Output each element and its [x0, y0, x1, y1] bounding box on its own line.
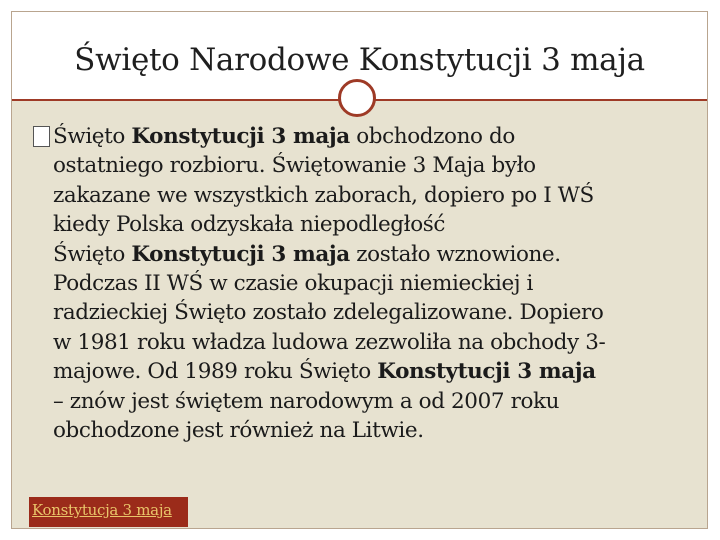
body-line: [53, 328, 713, 357]
body-line-text: kiedy Polska odzyskała niepodległość: [53, 212, 446, 238]
body-line-text: Święto: [53, 241, 132, 267]
body-line-text: radzieckiej Święto zostało zdelegalizowane. Dopiero: [53, 300, 604, 326]
body-line: [53, 210, 713, 239]
body-line-bold: Konstytucji 3 maja: [131, 124, 350, 149]
body-line-bold: Konstytucji 3 maja: [131, 241, 350, 267]
bullet-box-icon: [33, 126, 50, 147]
body-line-text: w 1981 roku władza ludowa zezwoliła na obchody 3-: [53, 329, 606, 355]
body-line-text: zakazane we wszystkich zaborach, dopiero po I WŚ: [53, 182, 594, 208]
body-line: [53, 416, 713, 445]
body-line: [53, 122, 713, 151]
body-line-text: ostatniego rozbioru. Świętowanie 3 Maja było: [53, 153, 536, 179]
body-line-text: majowe. Od 1989 roku Święto: [53, 359, 378, 385]
body-line-text: Święto: [53, 124, 132, 149]
body-line: [53, 151, 713, 180]
body-line: [53, 269, 713, 298]
body-line-text: Podczas II WŚ w czasie okupacji niemieckiej i: [53, 271, 534, 297]
body-line-text: zostało wznowione.: [349, 241, 561, 267]
body-line-bold: Konstytucji 3 maja: [377, 359, 596, 385]
body-line: [53, 298, 713, 327]
body-line: [53, 357, 713, 386]
body-line: [53, 240, 713, 269]
body-line-text: – znów jest świętem narodowym a od 2007 roku: [53, 388, 560, 414]
konstytucja-link[interactable]: Konstytucja 3 maja: [32, 501, 172, 519]
body-line-text: obchodzono do: [349, 124, 515, 149]
body-line: [53, 181, 713, 210]
body-line-text: obchodzone jest również na Litwie.: [53, 418, 424, 444]
body-line: [53, 387, 713, 416]
slide-title: Święto Narodowe Konstytucji 3 maja: [74, 42, 645, 78]
body-paragraph: [53, 122, 713, 445]
divider-circle-ornament: [338, 79, 376, 117]
